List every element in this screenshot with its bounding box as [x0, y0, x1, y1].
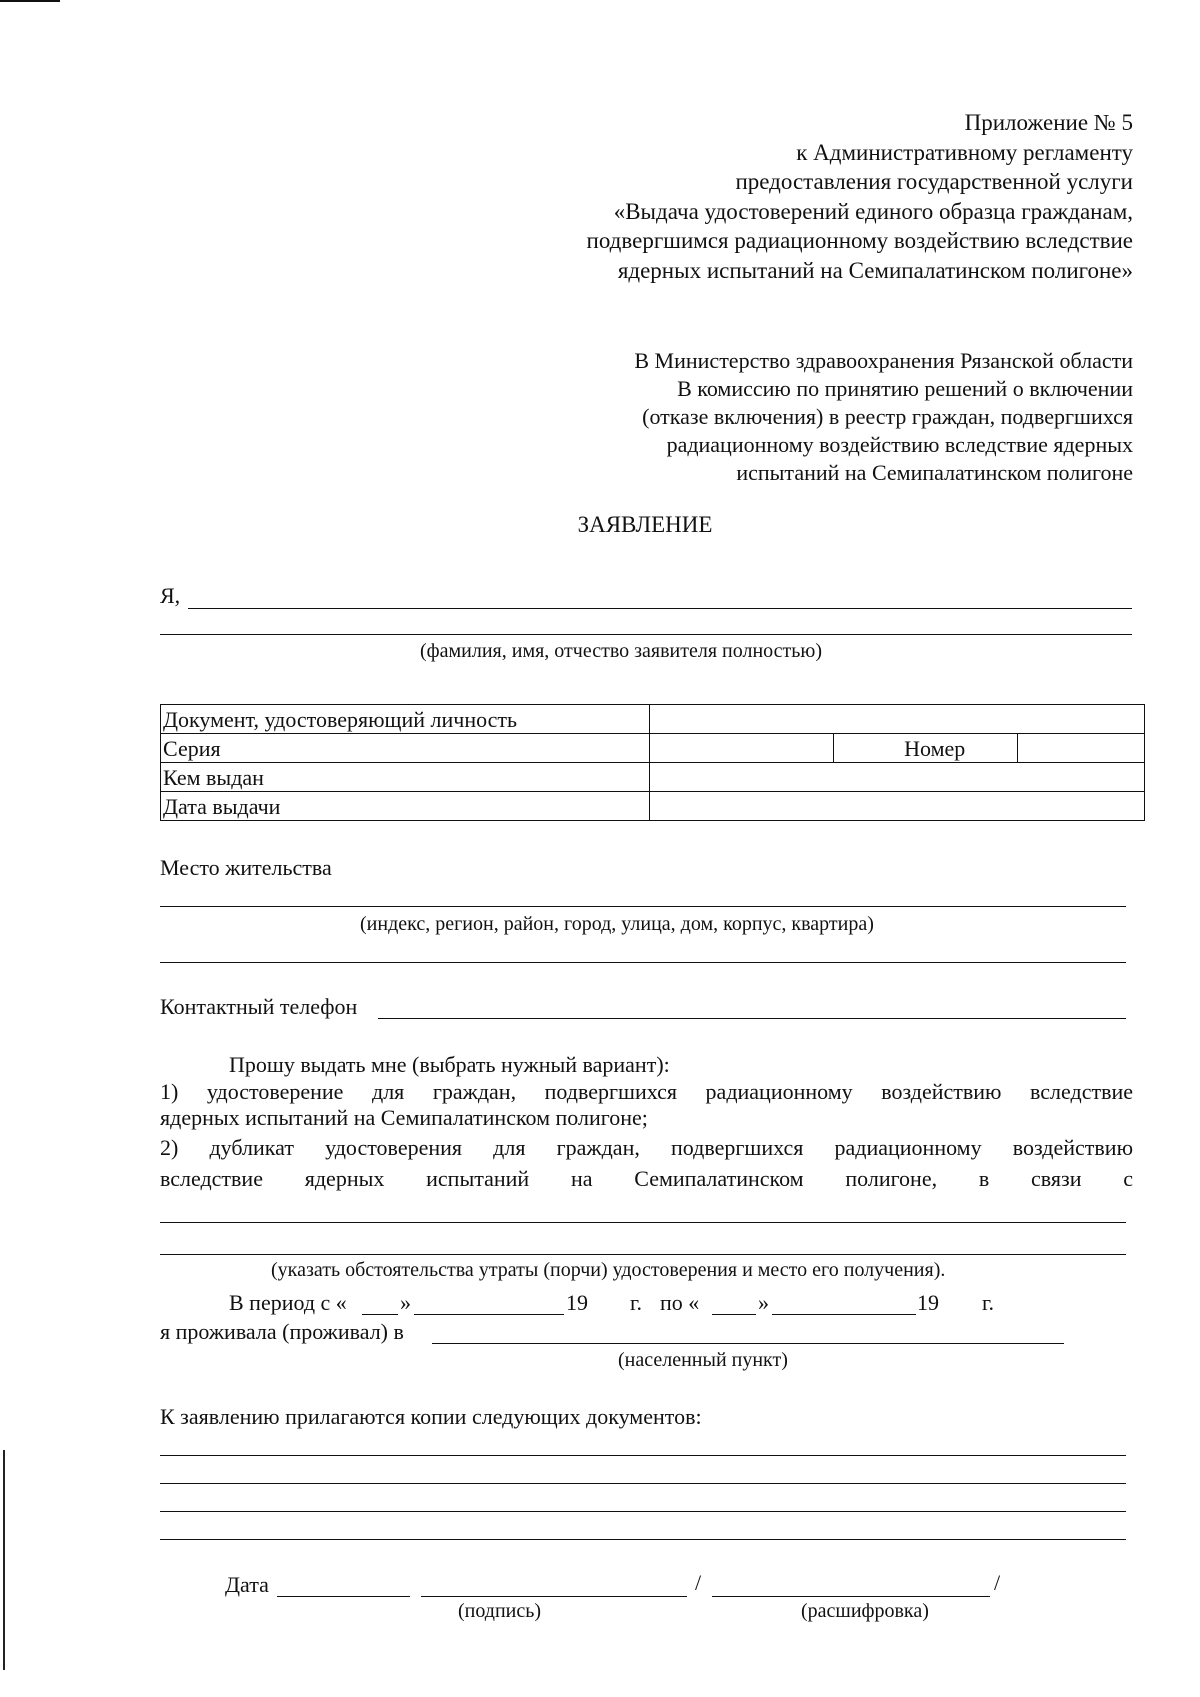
appendix-line: ядерных испытаний на Семипалатинском полигоне»: [617, 257, 1133, 283]
number-field[interactable]: [1018, 734, 1145, 763]
period-to-quote: »: [758, 1290, 769, 1315]
appendix-line: Приложение № 5: [964, 110, 1133, 135]
number-label: Номер: [834, 734, 1018, 763]
addressee-line: испытаний на Семипалатинском полигоне: [736, 460, 1133, 485]
residence-hint: (индекс, регион, район, город, улица, дом, корпус, квартира): [360, 913, 874, 935]
residence-field[interactable]: [160, 906, 1126, 907]
period-to-year-prefix: 19: [917, 1290, 939, 1315]
appendix-line: предоставления государственной услуги: [735, 169, 1133, 194]
period-to-year-suffix: г.: [982, 1290, 995, 1315]
period-from-month-field[interactable]: [414, 1314, 564, 1315]
appendix-line: к Административному регламенту: [796, 139, 1133, 165]
option-1-line: 1) удостоверение для граждан, подвергшихся радиационному воздействию вследствие: [160, 1079, 1133, 1104]
period-from-year-prefix: 19: [566, 1290, 588, 1315]
loss-circumstances-hint: (указать обстоятельства утраты (порчи) удостоверения и место его получения).: [271, 1259, 946, 1281]
request-intro: Прошу выдать мне (выбрать нужный вариант):: [229, 1052, 670, 1077]
option-1-line: ядерных испытаний на Семипалатинском полигоне;: [160, 1105, 648, 1130]
loss-circumstances-field[interactable]: [160, 1222, 1126, 1223]
attachment-line[interactable]: [160, 1539, 1126, 1540]
table-row: [161, 734, 1145, 763]
table-row: [161, 763, 1145, 792]
addressee-line: В комиссию по принятию решений о включении: [677, 376, 1133, 401]
document-type-label: Документ, удостоверяющий личность: [161, 705, 650, 734]
settlement-field[interactable]: [432, 1343, 1064, 1344]
loss-circumstances-field-continued[interactable]: [160, 1254, 1126, 1255]
attachments-label: К заявлению прилагаются копии следующих документов:: [160, 1404, 702, 1429]
addressee-line: В Министерство здравоохранения Рязанской области: [634, 348, 1133, 373]
applicant-prefix: Я,: [160, 583, 181, 608]
phone-label: Контактный телефон: [160, 994, 358, 1019]
signature-hint: (подпись): [458, 1600, 542, 1622]
document-type-field[interactable]: [649, 705, 1144, 734]
identity-document-table: [160, 704, 1145, 821]
period-to-month-field[interactable]: [772, 1314, 916, 1315]
period-to-prefix: по «: [660, 1290, 700, 1315]
residence-field-continued[interactable]: [160, 962, 1126, 963]
issue-date-field[interactable]: [649, 792, 1144, 821]
period-from-prefix: В период с «: [229, 1290, 347, 1315]
period-from-day-field[interactable]: [362, 1314, 398, 1315]
signature-decoding-field[interactable]: [712, 1596, 990, 1597]
lived-in-label: я проживала (проживал) в: [160, 1319, 404, 1344]
residence-label: Место жительства: [160, 855, 332, 880]
option-2-line: 2) дубликат удостоверения для граждан, подвергшихся радиационному воздействию: [160, 1135, 1133, 1160]
appendix-line: подвергшимся радиационному воздействию вследствие: [586, 228, 1133, 253]
addressee-line: радиационному воздействию вследствие ядерных: [666, 432, 1133, 457]
applicant-name-field-continued[interactable]: [160, 634, 1132, 635]
attachment-line[interactable]: [160, 1455, 1126, 1456]
option-2-line: вследствие ядерных испытаний на Семипалатинском полигоне, в связи с: [160, 1166, 1133, 1191]
signature-field[interactable]: [421, 1596, 687, 1597]
attachment-line[interactable]: [160, 1511, 1126, 1512]
period-from-quote: »: [400, 1290, 411, 1315]
attachment-line[interactable]: [160, 1483, 1126, 1484]
applicant-name-hint: (фамилия, имя, отчество заявителя полностью): [420, 640, 823, 662]
appendix-line: «Выдача удостоверений единого образца гражданам,: [613, 198, 1133, 224]
decoding-slash: /: [994, 1570, 1001, 1595]
series-field[interactable]: [649, 734, 834, 763]
document-title: ЗАЯВЛЕНИЕ: [577, 512, 713, 537]
table-row: [161, 792, 1145, 821]
issued-by-field[interactable]: [649, 763, 1144, 792]
settlement-hint: (населенный пункт): [618, 1349, 788, 1371]
scan-corner-mark: [0, 0, 60, 2]
applicant-name-field[interactable]: [188, 608, 1132, 609]
signature-slash: /: [695, 1570, 702, 1595]
issued-by-label: Кем выдан: [161, 763, 650, 792]
addressee-line: (отказе включения) в реестр граждан, подвергшихся: [642, 404, 1133, 429]
period-from-year-suffix: г.: [630, 1290, 643, 1315]
table-row: [161, 705, 1145, 734]
series-label: Серия: [161, 734, 650, 763]
date-label: Дата: [225, 1572, 269, 1597]
phone-field[interactable]: [378, 1018, 1126, 1019]
scan-edge-mark: [3, 1450, 5, 1670]
date-field[interactable]: [277, 1596, 410, 1597]
appendix-reference: [587, 108, 1133, 285]
issue-date-label: Дата выдачи: [161, 792, 650, 821]
period-to-day-field[interactable]: [712, 1314, 756, 1315]
decoding-hint: (расшифровка): [801, 1600, 929, 1622]
addressee-block: [634, 347, 1133, 487]
